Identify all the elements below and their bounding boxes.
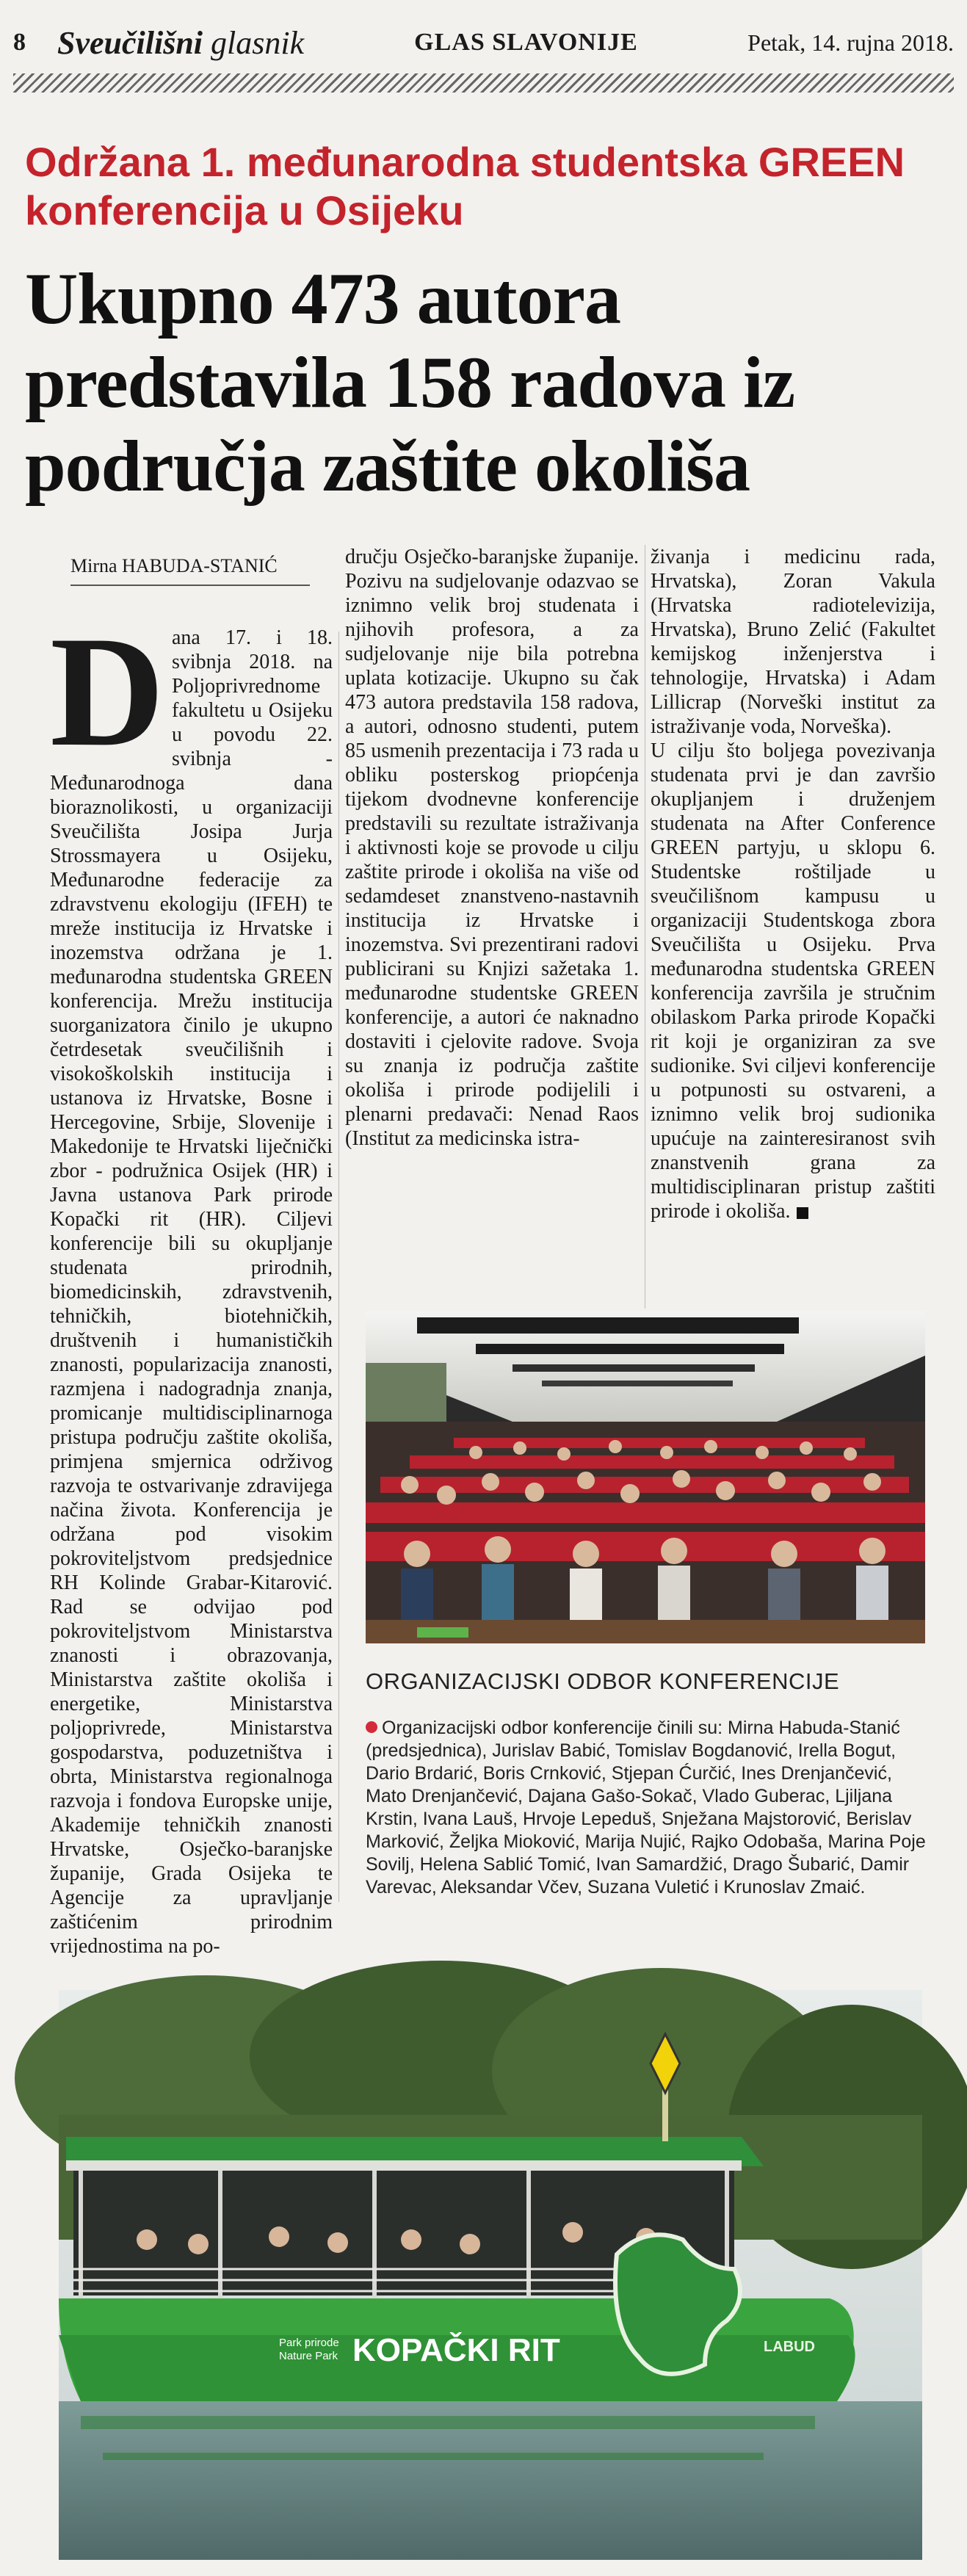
article-byline: Mirna HABUDA-STANIĆ xyxy=(70,555,278,576)
lecture-hall-illustration xyxy=(366,1311,925,1643)
article-column-1 xyxy=(50,604,333,1958)
boat-sign-small-2: Nature Park xyxy=(279,2350,338,2362)
boat-sign-small-1: Park prirode xyxy=(279,2337,339,2349)
section-name-thin: glasnik xyxy=(211,24,305,61)
column-3-paragraph-2: U cilju što boljega povezivanja studenata prvi je dan završio okupljanjem i druženjem studenata na After Conference GREEN partyju, u sklopu 6. Studentske roštiljade u sveučilišnom kampusu u organizaciji Studentskoga zbora Sveučilišta u Osijeku. Prva međunarodna studentska GREEN konferencija završila je stručnim obilaskom Parka prirode Kopački rit koji je organiziran za sve sudionike. Svi ciljevi konferencije u potpunosti su ostvareni, a iznimno velik broj sudionika upućuje na zainteresiranost svih znanstvenih grana za multidisciplinaran pristup zaštiti prirode i okoliša. xyxy=(651,739,935,1223)
section-name-bold: Sveučilišni xyxy=(57,24,203,61)
column-1-text: ana 17. i 18. svibnja 2018. na Poljoprivrednome fakultetu u Osijeku u povodu 22. svibnja - Međunarodnoga dana bioraznolikosti, u organizaciji Sveučilišta Josipa Jurja Strossmayera u Osijeku, Međunarodne federacije za zdravstvenu ekologiju (IFEH) te mreže institucija iz Hrvatske i inozemstva održana je 1. međunarodna studentska GREEN konferencija. Mrežu institucija suorganizatora činilo je ukupno četrdesetak sveučilišnih i visokoškolskih institucija i ustanova iz Hrvatske, Bosne i Hercegovine, Srbije, Slovenije i Makedonije te Hrvatski liječnički zbor - podružnica Osijek (HR) i Javna ustanova Park prirode Kopački rit (HR). Ciljevi konferencije bili su okupljanje studenata prirodnih, biomedicinskih, zdravstvenih, tehničkih, biotehničkih, društvenih i humanističkih znanosti, popularizacija znanosti, razmjena i nadogradnja znanja, promicanje multidisciplinarnoga pristupa području zaštite okoliša, primjena smjernica održivog razvoja te ostvarivanje zdravijega načina života. Konferencija je održana pod visokim pokroviteljstvom predsjednice RH Kolinde Grabar-Kitarović. Rad se odvijao pod pokroviteljstvom Ministarstva znanosti i obrazovanja, Ministarstva zaštite okoliša i energetike, Ministarstva poljoprivrede, Ministarstva gospodarstva, poduzetništva i obrta, Ministarstva regionalnoga razvoja i fondova Europske unije, Akademije tehničkih znanosti Hrvatske, Osječko-baranjske županije, Grada Osijeka te Agencije za upravljanje zaštićenim prirodnim vrijednostima na po- xyxy=(50,626,333,1958)
section-name xyxy=(57,24,304,62)
column-2-text: dručju Osječko-baranjske županije. Pozivu na sudjelovanje odazvao se iznimno velik broj studenata i njihovih profesora, a za sudjelovanje nije bila potrebna uplata kotizacije. Ukupno su čak 473 autora predstavila 158 radova, a autori, odnosno studenti, putem 85 usmenih prezentacija i 73 rada u obliku posterskog priopćenja tijekom dvodnevne konferencije predstavili su rezultate istraživanja i aktivnosti koje se provode u cilju zaštite prirode i okoliša na više od sedamdeset znanstveno-nastavnih institucija iz Hrvatske i inozemstva. Svi prezentirani radovi publicirani su Knjizi sažetaka 1. međunarodne studentske GREEN konferencije, a autori će naknadno dostaviti i cjelovite radove. Svoja su znanja iz područja zaštite okoliša i prirode podijelili i plenarni predavači: Nenad Raos (Institut za medicinska istra- xyxy=(345,546,639,1150)
lecture-hall-photo xyxy=(366,1311,925,1643)
byline-rule xyxy=(70,585,310,586)
committee-box xyxy=(366,1668,932,1918)
issue-date: Petak, 14. rujna 2018. xyxy=(747,29,954,56)
newspaper-name: GLAS SLAVONIJE xyxy=(414,29,638,56)
column-3-paragraph-1: živanja i medicinu rada, Hrvatska), Zoran Vakula (Hrvatska radiotelevizija, Hrvatska), Bruno Zelić (Fakultet kemijskog inženjerstva i tehnologije, Hrvatska) i Adam Lillicrap (Norveški institut za istraživanje voda, Norveška). xyxy=(651,546,935,738)
end-of-article-mark xyxy=(797,1207,808,1219)
boat-illustration xyxy=(59,1990,922,2560)
article-headline: Ukupno 473 autora predstavila 158 radova iz područja zaštite okoliša xyxy=(25,258,795,507)
boat-sign-main: KOPAČKI RIT xyxy=(352,2332,560,2368)
committee-text: Organizacijski odbor konferencije činili su: Mirna Habuda-Stanić (predsjednica), Jurislav Babić, Tomislav Bogdanović, Irella Bogut, Dario Brdarić, Boris Crnković, Stjepan Ćurčić, Ines Drenjančević, Mato Drenjančević, Dajana Gašo-Sokač, Vlado Guberac, Ljiljana Krstin, Ivana Lauš, Hrvoje Lepeduš, Snježana Majstorović, Berislav Marković, Željka Mioković, Marija Nujić, Rajko Odobaša, Marina Poje Sovilj, Helena Sablić Tomić, Ivan Samardžić, Drago Šubarić, Damir Varevac, Aleksandar Včev, Suzana Vuletić i Krunoslav Zmaić. xyxy=(366,1718,926,1897)
column-divider xyxy=(338,632,339,1902)
bullet-dot-icon xyxy=(366,1721,377,1733)
drop-cap: D xyxy=(50,604,164,779)
article-column-3 xyxy=(651,545,935,1328)
article-kicker: Održana 1. međunarodna studentska GREEN konferencija u Osijeku xyxy=(25,139,905,234)
kopacki-rit-boat-photo xyxy=(59,1990,922,2560)
masthead xyxy=(13,22,954,63)
boat-sign-right: LABUD xyxy=(764,2339,815,2355)
committee-body xyxy=(366,1717,932,1899)
committee-title: ORGANIZACIJSKI ODBOR KONFERENCIJE xyxy=(366,1668,840,1694)
page-number: 8 xyxy=(13,29,26,56)
masthead-hatch-divider xyxy=(13,73,954,93)
article-column-2 xyxy=(345,545,639,1323)
